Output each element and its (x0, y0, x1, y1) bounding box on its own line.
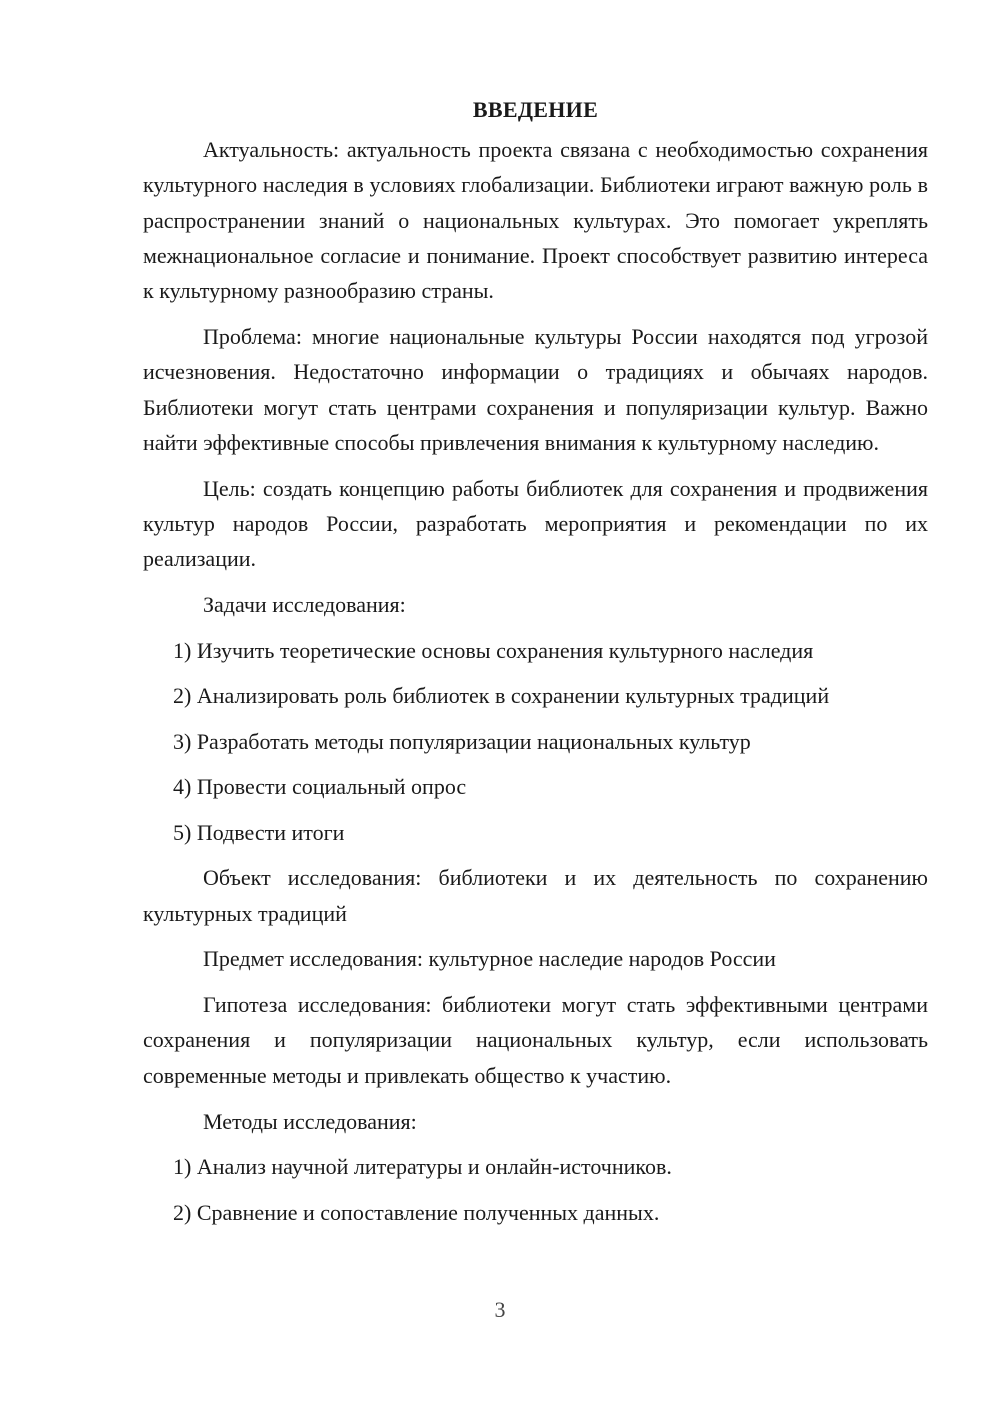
subject-paragraph: Предмет исследования: культурное наследие народов России (203, 946, 776, 972)
task-item: 2) Анализировать роль библиотек в сохранении культурных традиций (173, 683, 830, 709)
tasks-list (143, 633, 928, 850)
method-item: 1) Анализ научной литературы и онлайн-источников. (173, 1154, 672, 1180)
tasks-title: Задачи исследования: (203, 592, 406, 618)
method-item: 2) Сравнение и сопоставление полученных данных. (173, 1199, 660, 1225)
task-item: 4) Провести социальный опрос (173, 774, 467, 800)
methods-title: Методы исследования: (203, 1108, 417, 1134)
section-heading: ВВЕДЕНИЕ (472, 97, 599, 122)
task-item: 5) Подвести итоги (173, 819, 345, 845)
hypothesis-paragraph: Гипотеза исследования: библиотеки могут стать эффективными центрами сохранения и популяризации национальных культур, если использовать современные методы и привлекать общество к участию. (143, 992, 928, 1088)
object-paragraph: Объект исследования: библиотеки и их деятельность по сохранению культурных традиций (143, 865, 928, 926)
problem-paragraph: Проблема: многие национальные культуры России находятся под угрозой исчезновения. Недостаточно информации о традициях и обычаях народов. Библиотеки могут стать центрами сохранения и популяризации культур. Важно найти эффективные способы привлечения внимания к культурному наследию. (143, 323, 928, 455)
relevance-paragraph: Актуальность: актуальность проекта связана с необходимостью сохранения культурного наследия в условиях глобализации. Библиотеки играют важную роль в распространении знаний о национальных культурах. Это помогает укреплять межнациональное согласие и понимание. Проект способствует развитию интереса к культурному разнообразию страны. (143, 137, 928, 304)
task-item: 3) Разработать методы популяризации национальных культур (173, 728, 751, 754)
task-item: 1) Изучить теоретические основы сохранения культурного наследия (173, 637, 814, 663)
document-page (143, 92, 928, 1240)
methods-list (143, 1149, 928, 1230)
goal-paragraph: Цель: создать концепцию работы библиотек для сохранения и продвижения культур народов России, разработать мероприятия и рекомендации по их реализации. (143, 475, 928, 572)
page-number: 3 (494, 1297, 506, 1322)
